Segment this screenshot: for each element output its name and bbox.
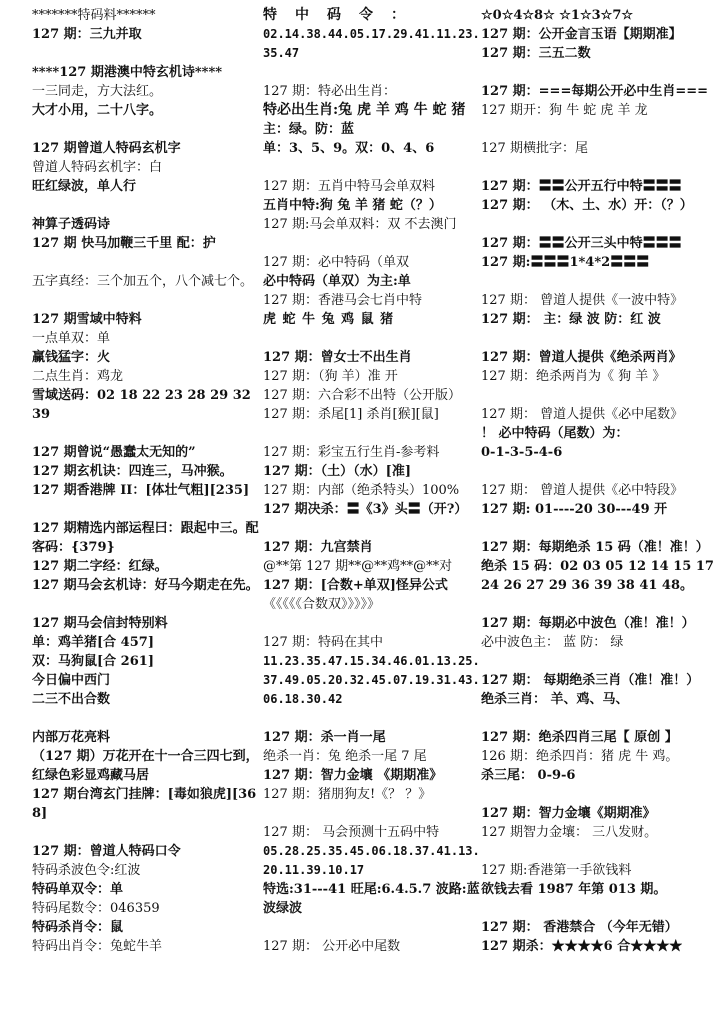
text-line: 127 期： 曾道人提供《必中特段》 xyxy=(481,483,684,498)
text-line: 内部万花亮料 xyxy=(32,730,111,745)
text-block xyxy=(481,861,721,899)
text-line: 127 期杀：★★★★6 合★★★★ xyxy=(481,939,683,954)
text-line: 127 期：五肖中特马会单双料 xyxy=(263,179,435,194)
text-line: 单：鸡羊猪[合 457] xyxy=(32,635,154,650)
text-line: 127 期：六合彩不出特（公开版） xyxy=(263,388,461,403)
text-block xyxy=(481,234,721,272)
text-line: 127 期：猪朋狗友!《？ ？》 xyxy=(263,787,432,802)
text-line: 127 期曾说“愚蠢太无知的” xyxy=(32,445,196,460)
text-line: 127 期：绝杀两肖为《 狗 羊 》 xyxy=(481,369,666,384)
text-line: 127 期： 香港禁合 （今年无错） xyxy=(481,920,678,935)
text-line: 127 期：特必出生肖： xyxy=(263,84,396,99)
text-block xyxy=(481,538,721,595)
text-block xyxy=(263,348,481,424)
text-block xyxy=(263,6,481,63)
text-block xyxy=(481,291,721,329)
text-block xyxy=(481,6,721,63)
text-line: ！ 必中特码（尾数）为： xyxy=(481,426,629,441)
text-block xyxy=(263,443,481,519)
text-line: 《《《《《合数双》》》》》 xyxy=(263,597,381,612)
text-line: 127 期马会信封特别料 xyxy=(32,616,168,631)
text-block xyxy=(32,272,260,291)
text-line: 127 期：杀一肖一尾 xyxy=(263,730,386,745)
text-line: 127 期: 01----20 30---49 开 xyxy=(481,502,668,517)
text-line: 127 期：绝杀四肖三尾【 原创 】 xyxy=(481,730,678,745)
text-line: 127 期： 曾道人提供《一波中特》 xyxy=(481,293,684,308)
text-block xyxy=(32,310,260,424)
text-line: 绝杀 15 码：02 03 05 12 14 15 17 24 26 27 29 36 39 38 41 48。 xyxy=(481,559,714,593)
text-line: 127 期台湾玄门挂牌：[毒如狼虎][368] xyxy=(32,787,257,821)
text-line: 127 期：杀尾[1] 杀肖[猴][鼠] xyxy=(263,407,439,422)
text-line: 主：绿。防：蓝 xyxy=(263,122,355,137)
text-block xyxy=(481,139,721,158)
text-line: 127 期：曾道人提供《绝杀两肖》 xyxy=(481,350,682,365)
text-block xyxy=(481,405,721,462)
text-line: 127 期： 公开必中尾数 xyxy=(263,939,401,954)
text-line: 127 期马会玄机诗：好马今期走在先。 xyxy=(32,578,259,593)
text-line: 127 期：特码在其中 xyxy=(263,635,383,650)
text-line: 今日偏中西门 xyxy=(32,673,111,688)
text-block xyxy=(263,633,481,709)
text-block xyxy=(263,937,481,956)
text-line: 127 期 快马加鞭三千里 配：护 xyxy=(32,236,216,251)
text-line: 五字真经：三个加五个，八个减七个。 xyxy=(32,274,254,289)
text-line: 127 期： 曾道人提供《必中尾数》 xyxy=(481,407,684,422)
text-line: 127 期：必中特码（单双 xyxy=(263,255,409,270)
text-line: 127 期：===每期公开必中生肖=== xyxy=(481,84,709,99)
text-line: 127 期：每期必中波色（准！准！） xyxy=(481,616,695,631)
text-block xyxy=(481,348,721,386)
text-block xyxy=(263,253,481,329)
text-line: 127 期：曾女士不出生肖 xyxy=(263,350,412,365)
text-line: 127 期曾道人特码玄机字 xyxy=(32,141,181,156)
text-line: 127 期决杀：〓《3》头〓（开?） xyxy=(263,502,468,517)
text-block xyxy=(481,728,721,785)
text-block xyxy=(481,614,721,652)
text-line: 11.23.35.47.15.34.46.01.13.25.37.49.05.20.32.45.07.19.31.43.06.18.30.42 xyxy=(263,654,480,706)
text-line: *******特码料****** xyxy=(32,8,156,23)
text-block xyxy=(32,63,260,120)
text-line: 127 期： 每期绝杀三肖（准！准！） xyxy=(481,673,700,688)
text-line: 127 期雪域中特料 xyxy=(32,312,142,327)
text-line: 127 期玄机诀：四连三，马冲猴。 xyxy=(32,464,233,479)
text-block xyxy=(481,804,721,842)
text-line: 127 期：〓〓公开三头中特〓〓〓 xyxy=(481,236,682,251)
text-line: 虎 蛇 牛 兔 鸡 鼠 猪 xyxy=(263,312,395,327)
text-line: 曾道人特码玄机字：白 xyxy=(32,160,163,175)
text-line: 127 期：曾道人特码口令 xyxy=(32,844,181,859)
text-line: 特码杀肖令：鼠 xyxy=(32,920,124,935)
text-line: 127 期精选内部运程曰：跟起中三。配客码：{379} xyxy=(32,521,259,555)
text-line: 127 期：（狗 羊）准 开 xyxy=(263,369,398,384)
text-line: 127 期：智力金壤《期期准》 xyxy=(481,806,656,821)
text-line: ☆0☆4☆8☆ ☆1☆3☆7☆ xyxy=(481,8,634,23)
text-block xyxy=(263,82,481,158)
text-block xyxy=(32,139,260,196)
text-block xyxy=(263,177,481,234)
text-line: 127 期：（土）（水）[准] xyxy=(263,464,411,479)
text-line: 单：3、5、9。双：0、4、6 xyxy=(263,141,435,156)
column-right xyxy=(481,6,721,975)
text-line: 127 期：香港马会七肖中特 xyxy=(263,293,422,308)
text-line: 必中特码（单双）为主:单 xyxy=(263,274,411,289)
text-line: 二三不出合数 xyxy=(32,692,111,707)
text-line: 127 期：彩宝五行生肖-参考料 xyxy=(263,445,440,460)
column-middle xyxy=(263,6,481,975)
text-line: 02.14.38.44.05.17.29.41.11.23.35.47 xyxy=(263,27,480,60)
text-block xyxy=(263,728,481,804)
text-line: 127 期： （木、土、水）开：（？） xyxy=(481,198,693,213)
text-line: 双：马狗鼠[合 261] xyxy=(32,654,154,669)
text-line: 杀三尾： 0-9-6 xyxy=(481,768,576,783)
text-line: 127 期:马会单双料：双 不去澳门 xyxy=(263,217,457,232)
text-line: 127 期:香港第一手欲钱料 xyxy=(481,863,632,878)
text-line: ****127 期港澳中特玄机诗**** xyxy=(32,65,223,80)
text-line: 神算子透码诗 xyxy=(32,217,111,232)
text-line: 127 期二字经：红绿。 xyxy=(32,559,168,574)
text-line: 一点单双：单 xyxy=(32,331,111,346)
text-line: @**第 127 期**@**鸡**@**对 xyxy=(263,559,453,574)
text-line: （127 期）万花开在十一合三四七到，红绿色彩显鸡藏马居 xyxy=(32,749,259,783)
text-block xyxy=(481,671,721,709)
text-line: 特选:31---41 旺尾:6.4.5.7 波路:蓝波绿波 xyxy=(263,882,480,916)
text-block xyxy=(32,728,260,823)
text-block xyxy=(32,443,260,500)
text-line: 127 期：三五二数 xyxy=(481,46,591,61)
text-line: 127 期香港牌 II：[体壮气粗][235] xyxy=(32,483,250,498)
text-block xyxy=(481,82,721,120)
text-line: 127 期： 马会预测十五码中特 xyxy=(263,825,440,840)
text-block xyxy=(263,538,481,614)
text-line: 127 期：公开金言玉语【期期准】 xyxy=(481,27,682,42)
text-line: 特必出生肖:兔 虎 羊 鸡 牛 蛇 猪 xyxy=(263,102,466,118)
text-line: 127 期：智力金壤 《期期准》 xyxy=(263,768,443,783)
text-line: 127 期： 主：绿 波 防：红 波 xyxy=(481,312,661,327)
text-line: 127 期：〓〓公开五行中特〓〓〓 xyxy=(481,179,682,194)
text-block xyxy=(32,614,260,709)
text-line: 126 期：绝杀四肖：猪 虎 牛 鸡。 xyxy=(481,749,679,764)
text-block xyxy=(32,842,260,956)
text-line: 一三同走，方大法红。 xyxy=(32,84,163,99)
text-line: 127 期横批字：尾 xyxy=(481,141,588,156)
text-line: 特码杀波色令:红波 xyxy=(32,863,141,878)
text-line: 05.28.25.35.45.06.18.37.41.13.20.11.39.10.17 xyxy=(263,844,480,877)
text-block xyxy=(481,177,721,215)
text-block xyxy=(32,519,260,595)
text-block xyxy=(32,6,260,44)
text-line: 0-1-3-5-4-6 xyxy=(481,445,563,460)
text-block xyxy=(481,918,721,956)
text-block xyxy=(263,823,481,918)
text-line: 大才小用，二十八字。 xyxy=(32,103,163,118)
text-line: 绝杀一肖：兔 绝杀一尾 7 尾 xyxy=(263,749,427,764)
column-left xyxy=(32,6,260,975)
text-line: 127 期：三九并取 xyxy=(32,27,142,42)
text-line: 127 期：九宫禁肖 xyxy=(263,540,373,555)
text-line: 五肖中特:狗 兔 羊 猪 蛇（？） xyxy=(263,198,442,213)
text-line: 127 期：内部（绝杀特头）100% xyxy=(263,483,460,498)
text-line: 绝杀三肖： 羊、鸡、马、 xyxy=(481,692,629,707)
text-line: 赢钱猛字：火 xyxy=(32,350,111,365)
text-line: 127 期开：狗 牛 蛇 虎 羊 龙 xyxy=(481,103,648,118)
text-line: 二点生肖：鸡龙 xyxy=(32,369,124,384)
text-line: 特码尾数令：046359 xyxy=(32,901,160,916)
text-line: 雪域送码：02 18 22 23 28 29 32 39 xyxy=(32,388,251,422)
text-line: 欲钱去看 1987 年第 013 期。 xyxy=(481,882,667,897)
text-line: 必中波色主： 蓝 防： 绿 xyxy=(481,635,624,650)
text-line: 127 期：[合数+单双]怪异公式 xyxy=(263,578,448,593)
text-line: 旺红绿波，单人行 xyxy=(32,179,137,194)
text-line: 特码单双令：单 xyxy=(32,882,124,897)
text-block xyxy=(481,481,721,519)
text-line: 特码出肖令：兔蛇牛羊 xyxy=(32,939,163,954)
text-block xyxy=(32,215,260,253)
text-line: 127 期：每期绝杀 15 码（准！准！） xyxy=(481,540,709,555)
text-line: 127 期:〓〓〓1*4*2〓〓〓 xyxy=(481,255,650,270)
text-line: 特中码令： xyxy=(263,7,423,23)
text-line: 127 期智力金壤： 三八发财。 xyxy=(481,825,658,840)
